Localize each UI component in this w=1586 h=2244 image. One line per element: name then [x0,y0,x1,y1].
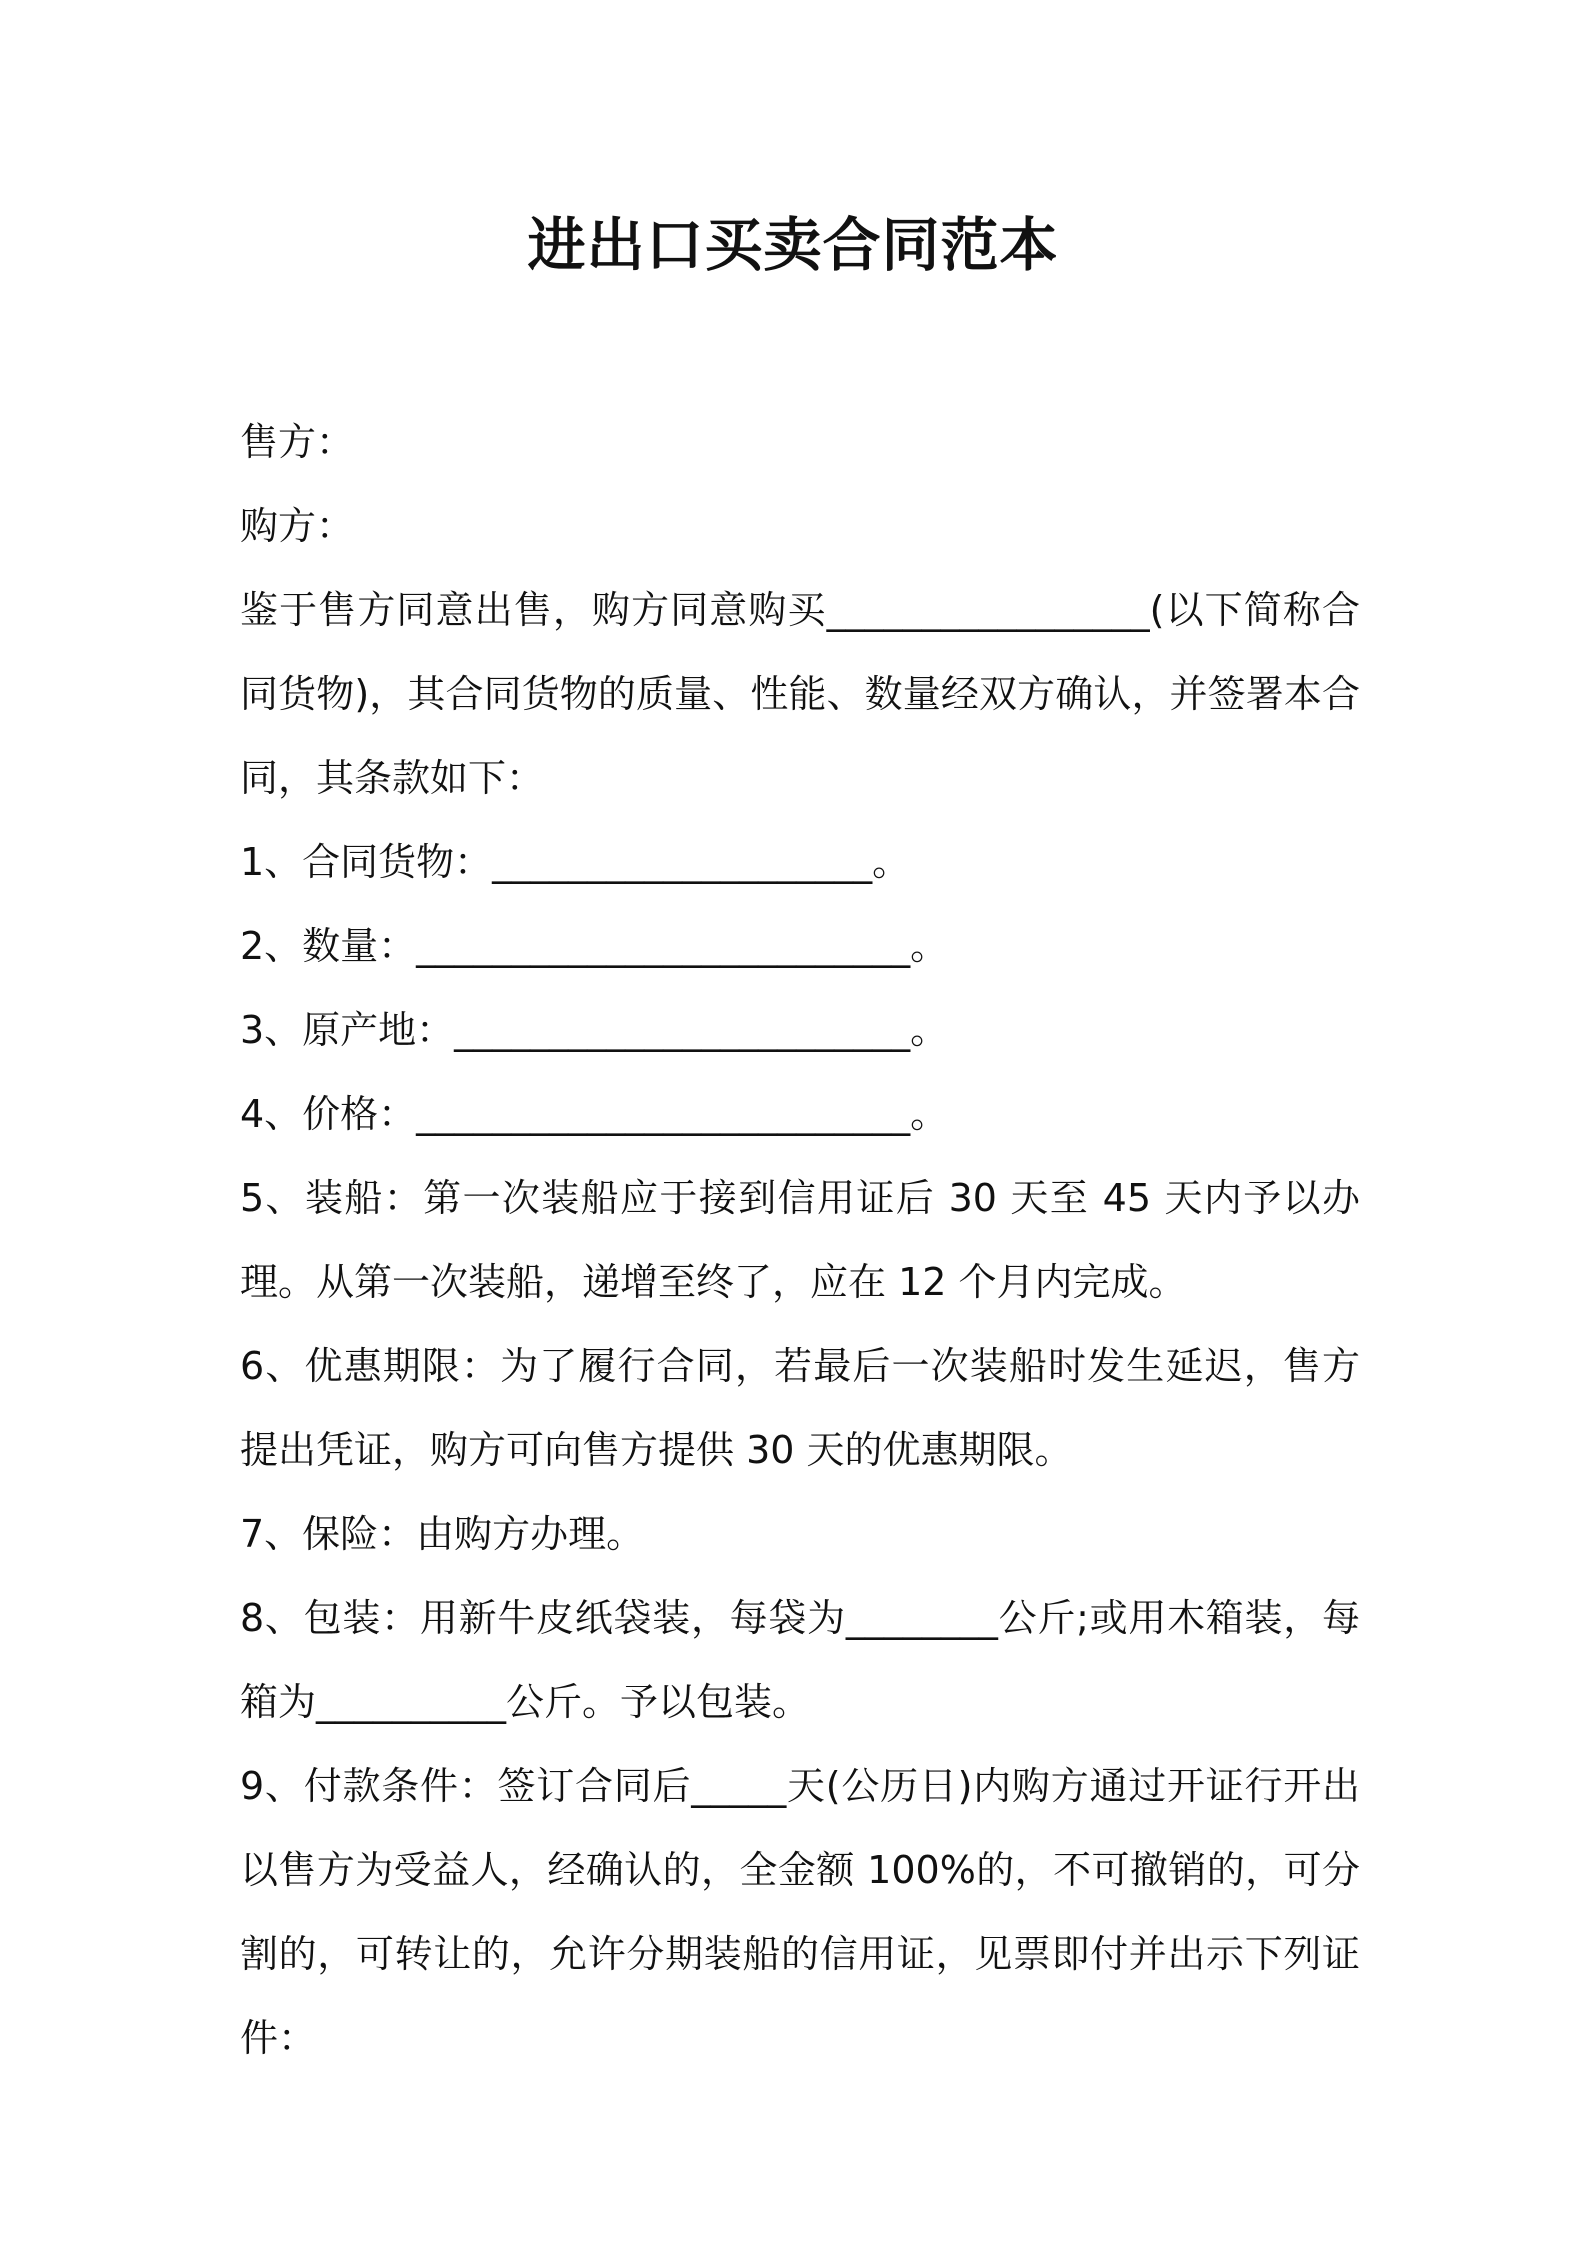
seller-line: 售方： [240,420,355,464]
clause-packing: 8、包装：用新牛皮纸袋装，每袋为________公斤;或用木箱装，每箱为__________公斤。予以包装。 [240,1596,1360,1724]
contract-body [240,400,1360,2080]
clause-origin: 3、原产地：________________________。 [240,1008,949,1052]
clause-price: 4、价格：__________________________。 [240,1092,949,1136]
clause-shipment: 5、装船：第一次装船应于接到信用证后 30 天至 45 天内予以办理。从第一次装船，递增至终了，应在 12 个月内完成。 [240,1176,1360,1304]
clause-insurance: 7、保险：由购方办理。 [240,1512,645,1556]
buyer-line: 购方： [240,504,355,548]
clause-grace-period: 6、优惠期限：为了履行合同，若最后一次装船时发生延迟，售方提出凭证，购方可向售方提供 30 天的优惠期限。 [240,1344,1360,1472]
preamble-paragraph: 鉴于售方同意出售，购方同意购买_________________(以下简称合同货物)，其合同货物的质量、性能、数量经双方确认，并签署本合同，其条款如下： [240,588,1360,800]
clause-payment: 9、付款条件：签订合同后_____天(公历日)内购方通过开证行开出以售方为受益人，经确认的，全金额 100%的，不可撤销的，可分割的，可转让的，允许分期装船的信用证，见票即付并出示下列证件： [240,1764,1360,2060]
clause-goods: 1、合同货物：____________________。 [240,840,911,884]
clause-quantity: 2、数量：__________________________。 [240,924,949,968]
document-title: 进出口买卖合同范本 [527,211,1059,279]
